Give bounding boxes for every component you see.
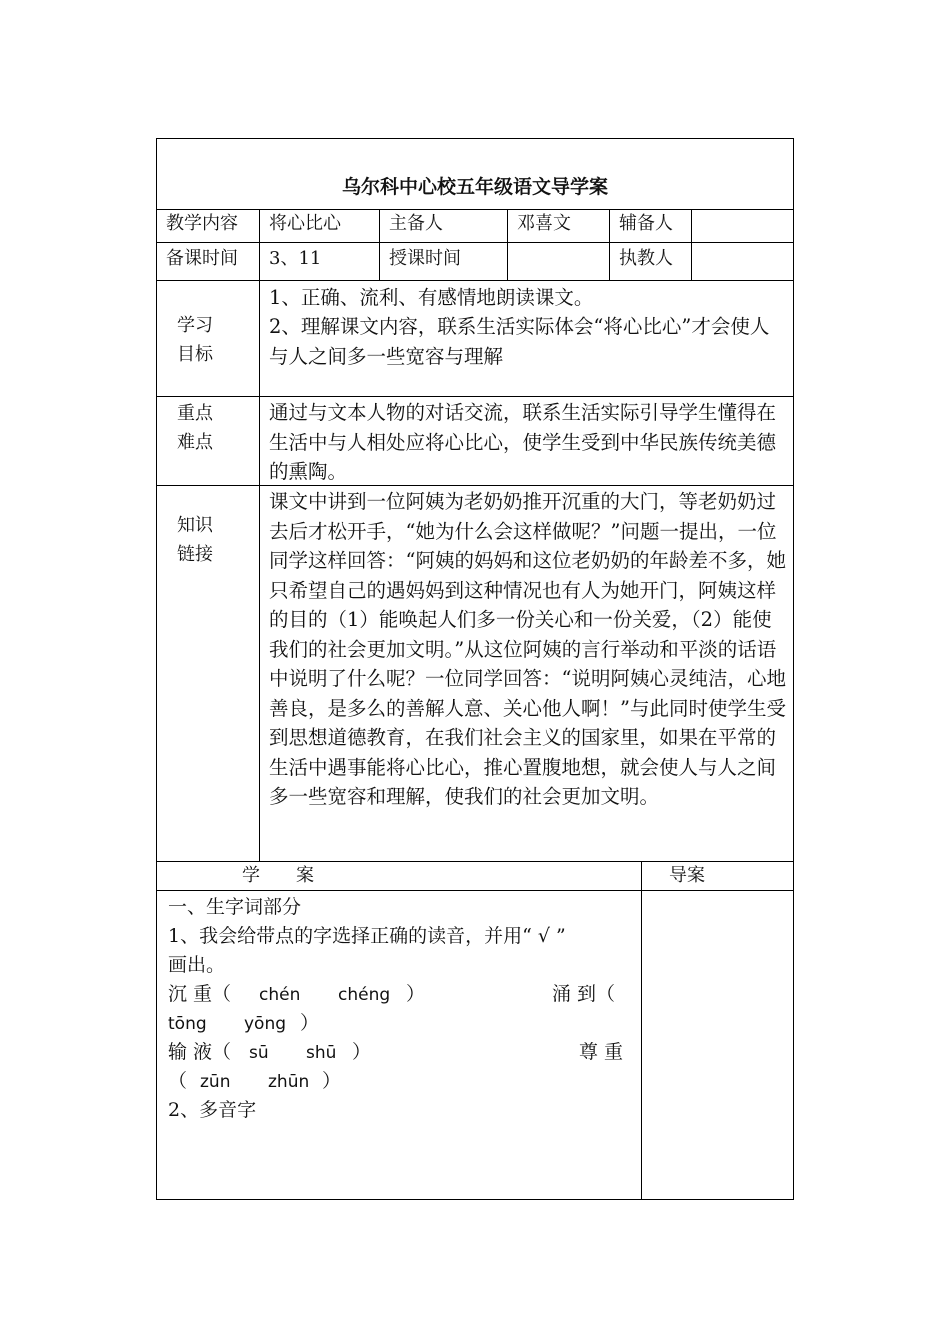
- rule: [156, 890, 794, 891]
- question-1-line-1: 1、我会给带点的字选择正确的读音，并用“ √ ”: [168, 925, 566, 947]
- word-4-option-b[interactable]: zhūn: [268, 1072, 310, 1092]
- question-1-line-2: 画出。: [168, 954, 226, 976]
- label-teaching-content: 教学内容: [166, 213, 238, 234]
- keypoints-text: 通过与文本人物的对话交流，联系生活实际引导学生懂得在生活中与人相处应将心比心，使学生受到中华民族传统美德的熏陶。: [269, 401, 777, 483]
- question-2: 2、多音字: [168, 1099, 257, 1121]
- rule: [507, 209, 508, 280]
- border-top: [156, 138, 794, 139]
- goals-line-2: 2、理解课文内容，联系生活实际体会“将心比心”才会使人与人之间多一些宽容与理解: [269, 315, 770, 368]
- label-prep-time: 备课时间: [166, 248, 238, 269]
- goals-label-2: 目标: [177, 344, 213, 365]
- label-assistant-preparer: 辅备人: [619, 213, 673, 234]
- word-2-option-a[interactable]: tōng: [168, 1014, 207, 1034]
- goals-line-1: 1、正确、流利、有感情地朗读课文。: [269, 286, 594, 309]
- keypoints-label-1: 重点: [177, 403, 213, 424]
- word-4-close: ）: [322, 1070, 342, 1092]
- label-main-preparer: 主备人: [389, 213, 443, 234]
- rule: [156, 242, 794, 243]
- word-2: 涌 到（: [552, 983, 616, 1005]
- word-3-option-b[interactable]: shū: [306, 1043, 337, 1063]
- word-2-close: ）: [300, 1012, 320, 1034]
- knowledge-label-1: 知识: [177, 515, 213, 536]
- main-preparer-value: 邓喜文: [517, 213, 571, 234]
- border-left: [156, 138, 157, 1200]
- word-1-close: ）: [406, 983, 426, 1005]
- guide-plan-header: 导案: [669, 865, 705, 886]
- prep-time-value: 3、11: [269, 248, 322, 269]
- knowledge-text: 课文中讲到一位阿姨为老奶奶推开沉重的大门，等老奶奶过去后才松开手，“她为什么会这样做呢？”问题一提出，一位同学这样回答：“阿姨的妈妈和这位老奶奶的年龄差不多，她只希望自己的遇妈妈到这种情况也有人为她开门，阿姨这样的目的（1）能唤起人们多一份关心和一份关爱，（2）能使我们的社会更加文明。”从这位阿姨的言行举动和平淡的话语中说明了什么呢？一位同学回答：“说明阿姨心灵纯洁，心地善良，是多么的善解人意、关心他人啊！”与此同时使学生受到思想道德教育，在我们社会主义的国家里，如果在平常的生活中遇事能将心比心，推心置腹地想，就会使人与人之间多一些宽容和理解，使我们的社会更加文明。: [269, 490, 786, 808]
- rule: [259, 280, 260, 861]
- word-2-option-b[interactable]: yōng: [244, 1014, 287, 1034]
- rule: [156, 280, 794, 281]
- label-teach-time: 授课时间: [389, 248, 461, 269]
- border-bottom: [156, 1199, 794, 1200]
- word-4-option-a[interactable]: zūn: [200, 1072, 231, 1092]
- teaching-content-value: 将心比心: [269, 213, 341, 234]
- rule: [156, 209, 794, 210]
- word-3-option-a[interactable]: sū: [249, 1043, 269, 1063]
- word-3: 输 液（: [168, 1041, 232, 1063]
- goals-label-1: 学习: [177, 315, 213, 336]
- keypoints-label-2: 难点: [177, 432, 213, 453]
- knowledge-label-2: 链接: [177, 544, 213, 565]
- lesson-plan-table: [156, 138, 794, 1200]
- word-4-open: （: [168, 1070, 188, 1092]
- rule: [259, 209, 260, 280]
- word-1-option-b[interactable]: chéng: [338, 985, 391, 1005]
- rule: [156, 396, 794, 397]
- rule: [379, 209, 380, 280]
- word-4: 尊 重: [579, 1041, 624, 1063]
- word-1: 沉 重（: [168, 983, 232, 1005]
- word-1-option-a[interactable]: chén: [259, 985, 301, 1005]
- rule: [609, 209, 610, 280]
- page-title: 乌尔科中心校五年级语文导学案: [341, 176, 608, 198]
- rule: [641, 861, 642, 1199]
- word-3-close: ）: [352, 1041, 372, 1063]
- label-teacher: 执教人: [619, 248, 673, 269]
- rule: [691, 209, 692, 280]
- border-right: [793, 138, 794, 1200]
- exercise-heading: 一、生字词部分: [168, 896, 302, 918]
- learning-plan-header: 学 案: [242, 865, 314, 886]
- rule: [156, 861, 794, 862]
